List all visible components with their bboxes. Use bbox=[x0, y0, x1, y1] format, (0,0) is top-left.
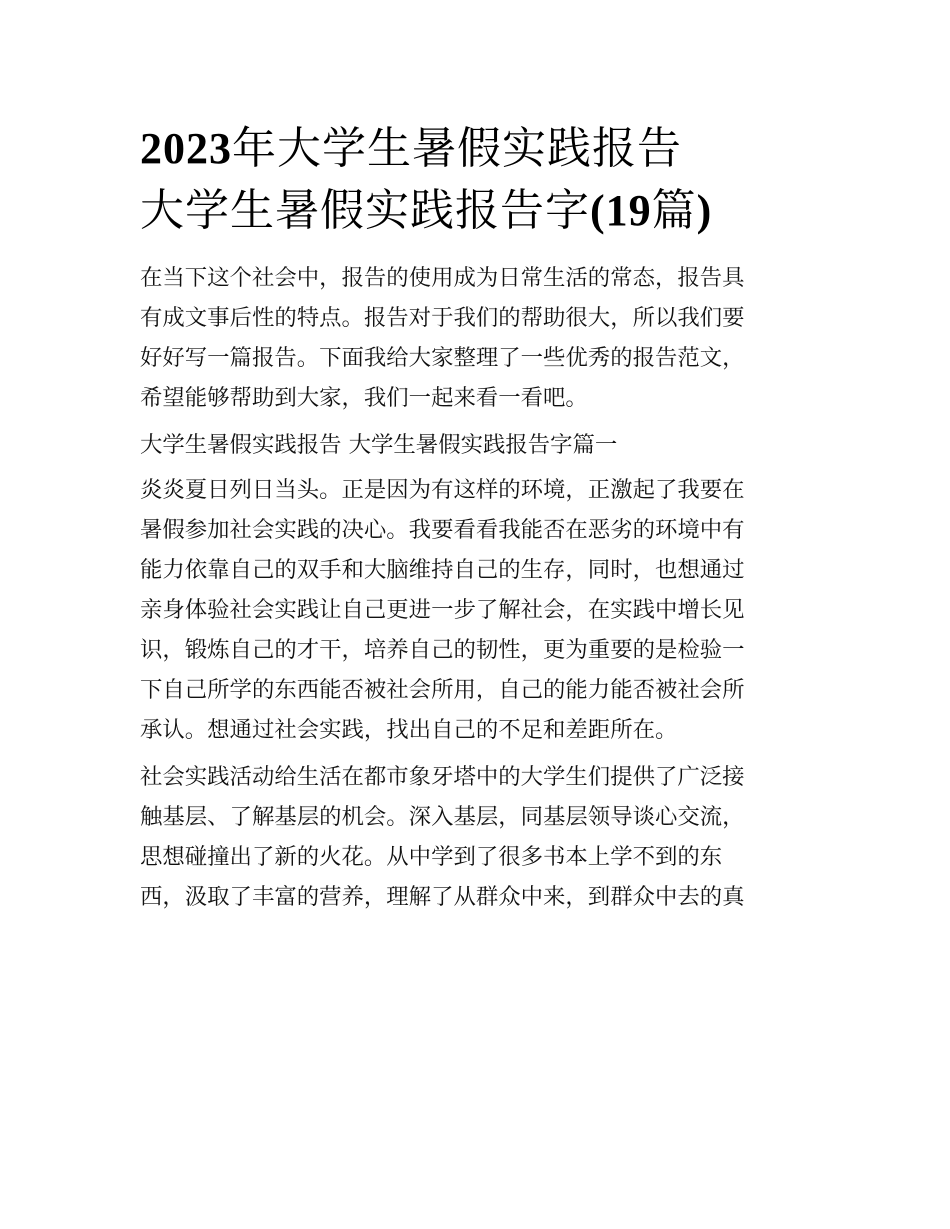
text-line: 有成文事后性的特点。报告对于我们的帮助很大，所以我们要 bbox=[140, 305, 745, 331]
title-count-unit: 篇 bbox=[651, 185, 697, 236]
title-year: 2023 bbox=[140, 124, 232, 173]
text-line: 下自己所学的东西能否被社会所用，自己的能力能否被社会所 bbox=[140, 677, 745, 703]
title-line-2-text: 大学生暑假实践报告字 bbox=[140, 185, 590, 236]
title-close-paren: ) bbox=[696, 186, 713, 235]
text-line: 识，锻炼自己的才干，培养自己的韧性，更为重要的是检验一 bbox=[140, 637, 745, 663]
text-line: 炎炎夏日列日当头。正是因为有这样的环境，正激起了我要在 bbox=[140, 477, 745, 503]
body-paragraph bbox=[140, 757, 820, 917]
text-line: 在当下这个社会中，报告的使用成为日常生活的常态，报告具 bbox=[140, 265, 745, 291]
text-line: 社会实践活动给生活在都市象牙塔中的大学生们提供了广泛接 bbox=[140, 764, 745, 790]
text-line: 希望能够帮助到大家，我们一起来看一看吧。 bbox=[140, 385, 588, 411]
title-line-1-text: 年大学生暑假实践报告 bbox=[232, 123, 682, 174]
title-count: (19 bbox=[590, 186, 652, 235]
title-line-1 bbox=[140, 118, 820, 180]
document-title bbox=[140, 118, 820, 242]
text-line: 承认。想通过社会实践，找出自己的不足和差距所在。 bbox=[140, 717, 678, 743]
text-line: 好好写一篇报告。下面我给大家整理了一些优秀的报告范文， bbox=[140, 345, 745, 371]
text-line: 思想碰撞出了新的火花。从中学到了很多书本上学不到的东 bbox=[140, 844, 723, 870]
text-line: 亲身体验社会实践让自己更进一步了解社会，在实践中增长见 bbox=[140, 597, 745, 623]
text-line: 西，汲取了丰富的营养，理解了从群众中来，到群众中去的真 bbox=[140, 884, 745, 910]
document-page bbox=[140, 118, 820, 917]
title-line-2 bbox=[140, 180, 820, 242]
text-line: 能力依靠自己的双手和大脑维持自己的生存，同时，也想通过 bbox=[140, 557, 745, 583]
intro-paragraph bbox=[140, 258, 820, 418]
text-line: 大学生暑假实践报告 大学生暑假实践报告字篇一 bbox=[140, 432, 618, 458]
body-paragraph bbox=[140, 470, 820, 750]
document-body bbox=[140, 258, 820, 917]
section-heading bbox=[140, 425, 820, 463]
text-line: 暑假参加社会实践的决心。我要看看我能否在恶劣的环境中有 bbox=[140, 517, 745, 543]
text-line: 触基层、了解基层的机会。深入基层，同基层领导谈心交流， bbox=[140, 804, 745, 830]
